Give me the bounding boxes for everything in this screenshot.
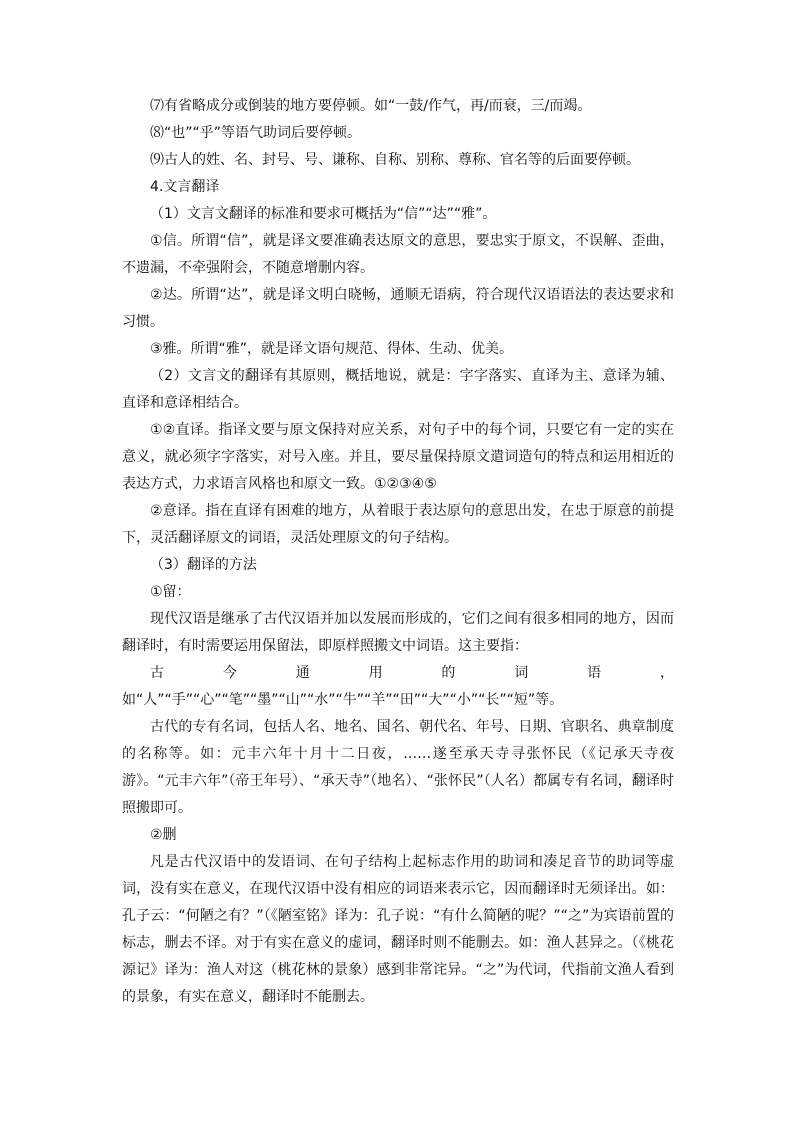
paragraph-method-keep: ①留： — [150, 584, 191, 600]
paragraph-literal-translation: ①②直译。指译文要与原文保持对应关系，对句子中的每个词，只要它有一定的实在意义，就必须字字落实，对号入座。并且，要尽量保持原文遣词造句的特点和运用相近的表达方式，力求语言风格也和原文一致。①②③④⑤ — [122, 422, 674, 492]
paragraph-translation-principles: （2）文言文的翻译有其原则，概括地说，就是：字字落实、直译为主、意译为辅、直译和意译相结合。 — [122, 368, 674, 411]
paragraph-translation-methods: （3）翻译的方法 — [150, 557, 257, 573]
paragraph-common-words: 古今通用的词语，如“人”“手”“心”“笔”“墨”“山”“水”“牛”“羊”“田”“大”“小”“长”“短”等。 — [122, 665, 674, 708]
document-body — [122, 93, 674, 1011]
paragraph-free-translation: ②意译。指在直译有困难的地方，从着眼于表达原句的意思出发，在忠于原意的前提下，灵活翻译原文的词语，灵活处理原文的句子结构。 — [122, 503, 674, 546]
paragraph-da: ②达。所谓“达”，就是译文明白晓畅，通顺无语病，符合现代汉语语法的表达要求和习惯。 — [122, 287, 674, 330]
paragraph-xin: ①信。所谓“信”，就是译文要准确表达原文的意思，要忠实于原文，不误解、歪曲，不遗漏，不牵强附会，不随意增删内容。 — [122, 233, 674, 276]
paragraph-keep-explanation: 现代汉语是继承了古代汉语并加以发展而形成的，它们之间有很多相同的地方，因而翻译时，有时需要运用保留法，即原样照搬文中词语。这主要指： — [122, 611, 674, 654]
paragraph-pause-particles: ⑻“也”“乎”等语气助词后要停顿。 — [150, 125, 362, 141]
paragraph-proper-nouns: 古代的专有名词，包括人名、地名、国名、朝代名、年号、日期、官职名、典章制度的名称等。如：元丰六年十月十二日夜，……遂至承天寺寻张怀民（《记承天寺夜游》。“元丰六年”（帝王年号）、“承天寺”（地名）、“张怀民”（人名）都属专有名词，翻译时照搬即可。 — [122, 719, 674, 816]
paragraph-pause-names: ⑼古人的姓、名、封号、号、谦称、自称、别称、尊称、官名等的后面要停顿。 — [150, 152, 640, 168]
paragraph-delete-explanation: 凡是古代汉语中的发语词、在句子结构上起标志作用的助词和凑足音节的助词等虚词，没有实在意义，在现代汉语中没有相应的词语来表示它，因而翻译时无须译出。如：孔子云：“何陋之有？”（《陋室铭》译为：孔子说：“有什么简陋的呢？”“之”为宾语前置的标志，删去不译。对于有实在意义的虚词，翻译时则不能删去。如：渔人甚异之。（《桃花源记》译为：渔人对这（桃花林的景象）感到非常诧异。“之”为代词，代指前文渔人看到的景象，有实在意义，翻译时不能删去。 — [122, 854, 674, 1005]
paragraph-translation-standards: （1）文言文翻译的标准和要求可概括为“信”“达”“雅”。 — [150, 206, 497, 222]
paragraph-method-delete: ②删 — [150, 827, 177, 843]
section-heading-translation: 4.文言翻译 — [150, 179, 220, 195]
paragraph-ya: ③雅。所谓“雅”，就是译文语句规范、得体、生动、优美。 — [150, 341, 514, 357]
paragraph-pause-inversion: ⑺有省略成分或倒装的地方要停顿。如“一鼓/作气，再/而衰，三/而竭。 — [150, 98, 592, 114]
